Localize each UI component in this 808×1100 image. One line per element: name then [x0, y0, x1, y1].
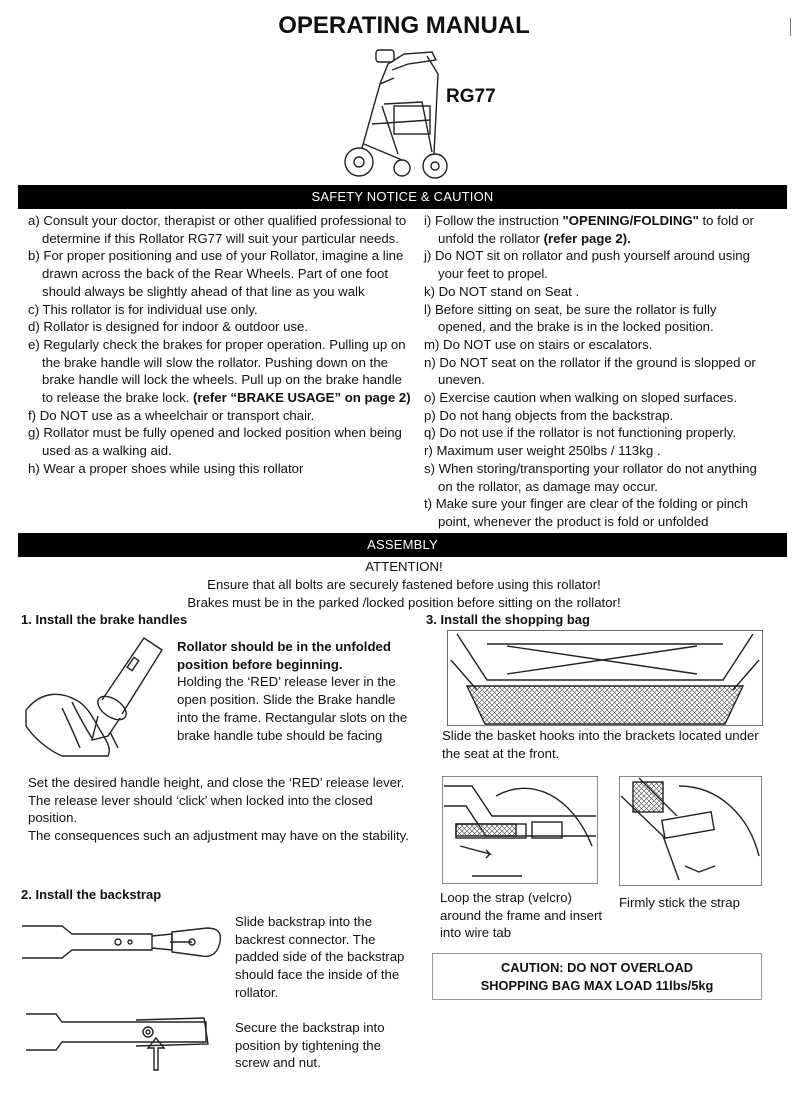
- step3-title: 3. Install the shopping bag: [426, 612, 590, 627]
- safety-item-r: r) Maximum user weight 250lbs / 113kg .: [424, 443, 661, 459]
- caution-line-1: CAUTION: DO NOT OVERLOAD: [501, 960, 693, 975]
- step1-instructions: [177, 638, 417, 744]
- overload-caution-box: [432, 953, 762, 1000]
- safety-item-t: t) Make sure your finger are clear of the folding or pinch point, whenever the product is fold or unfolded: [424, 496, 748, 529]
- attention-heading: ATTENTION!: [365, 559, 443, 574]
- safety-item-n: n) Do NOT seat on the rollator if the ground is slopped or uneven.: [424, 354, 756, 388]
- safety-item-k: k) Do NOT stand on Seat .: [424, 283, 580, 299]
- step1-text-2: Set the desired handle height, and close the ‘RED’ release lever. The release lever should ‘click’ when locked into the closed position.: [28, 775, 405, 826]
- safety-item-e-text: e) Regularly check the brakes for proper operation. Pulling up on the brake handle will slow the rollator. Pushing down on the brake handle will lock the wheels. Pull up on the brake handle to release the brake lock.: [28, 336, 406, 406]
- safety-item-i-bold1: "OPENING/FOLDING": [562, 213, 699, 228]
- safety-item-i: [424, 212, 766, 247]
- safety-item-e-ref: (refer “BRAKE USAGE” on page 2): [193, 390, 411, 406]
- brake-handle-illustration: [22, 630, 172, 760]
- safety-item-i-bold2: (refer page 2).: [543, 230, 631, 246]
- strap-loop-caption: Loop the strap (velcro) around the frame and insert into wire tab: [440, 890, 603, 941]
- page-edge-mark: [790, 18, 791, 36]
- safety-item-j: j) Do NOT sit on rollator and push yourself around using your feet to propel.: [424, 248, 750, 282]
- backstrap-illustration-1: [22, 912, 227, 972]
- safety-item-q: q) Do not use if the rollator is not functioning properly.: [424, 425, 737, 441]
- step1-details: [28, 774, 418, 845]
- page-title: OPERATING MANUAL: [278, 12, 530, 39]
- step1-bold-note: Rollator should be in the unfolded position before beginning.: [177, 639, 391, 672]
- step1-title: 1. Install the brake handles: [21, 612, 188, 627]
- assembly-header: ASSEMBLY: [18, 533, 787, 557]
- safety-item-i-pre: i) Follow the instruction: [424, 213, 563, 228]
- safety-item-h: h) Wear a proper shoes while using this rollator: [28, 460, 304, 476]
- step3-text-1: Slide the basket hooks into the brackets located under the seat at the front.: [442, 728, 759, 761]
- strap-loop-illustration: [442, 776, 598, 884]
- safety-right-column: [424, 212, 766, 531]
- strap-stick-caption: Firmly stick the strap: [619, 895, 740, 910]
- safety-left-column: [28, 212, 413, 478]
- safety-item-m: m) Do NOT use on stairs or escalators.: [424, 336, 653, 352]
- strap-stick-illustration: [619, 776, 762, 886]
- safety-item-p: p) Do not hang objects from the backstrap.: [424, 407, 674, 423]
- model-number: RG77: [446, 86, 496, 107]
- step1-text-3: The consequences such an adjustment may have on the stability.: [28, 828, 409, 844]
- safety-item-c: c) This rollator is for individual use only.: [28, 301, 258, 317]
- step2-title: 2. Install the backstrap: [21, 887, 162, 902]
- attention-line-1: Ensure that all bolts are securely fastened before using this rollator!: [207, 577, 601, 592]
- safety-item-i-mid: to fold or unfold the rollator: [438, 213, 754, 246]
- safety-item-l: l) Before sitting on seat, be sure the rollator is fully opened, and the brake is in the locked position.: [424, 301, 717, 335]
- safety-item-a: a) Consult your doctor, therapist or other qualified professional to determine if this Rollator RG77 will suit your particular needs.: [28, 213, 407, 246]
- step2-text-1: Slide backstrap into the backrest connector. The padded side of the backstrap should face the inside of the rollator.: [235, 914, 405, 1000]
- safety-item-d: d) Rollator is designed for indoor & outdoor use.: [28, 319, 309, 335]
- step2-text-2: Secure the backstrap into position by tightening the screw and nut.: [235, 1020, 385, 1071]
- safety-item-b: b) For proper positioning and use of your Rollator, imagine a line drawn across the back of the Rear Wheels. Part of one foot should always be slightly ahead of that line as you walk: [28, 248, 404, 299]
- shopping-bag-illustration: [447, 630, 763, 726]
- attention-line-2: Brakes must be in the parked /locked position before sitting on the rollator!: [187, 595, 621, 610]
- safety-item-f: f) Do NOT use as a wheelchair or transport chair.: [28, 407, 315, 423]
- safety-header: SAFETY NOTICE & CAUTION: [18, 185, 787, 209]
- safety-item-o: o) Exercise caution when walking on sloped surfaces.: [424, 390, 738, 406]
- step1-text: Holding the ‘RED’ release lever in the open position. Slide the Brake handle into the frame. Rectangular slots on the brake handle tube should be facing: [177, 674, 408, 743]
- safety-item-e: [28, 336, 413, 407]
- rollator-illustration: [342, 44, 452, 184]
- safety-item-s: s) When storing/transporting your rollator do not anything on the rollator, as damage may occur.: [424, 460, 757, 494]
- safety-item-g: g) Rollator must be fully opened and locked position when being used as a walking aid.: [28, 425, 402, 459]
- caution-line-2: SHOPPING BAG MAX LOAD 11lbs/5kg: [480, 978, 714, 993]
- backstrap-illustration-2: [26, 1008, 216, 1078]
